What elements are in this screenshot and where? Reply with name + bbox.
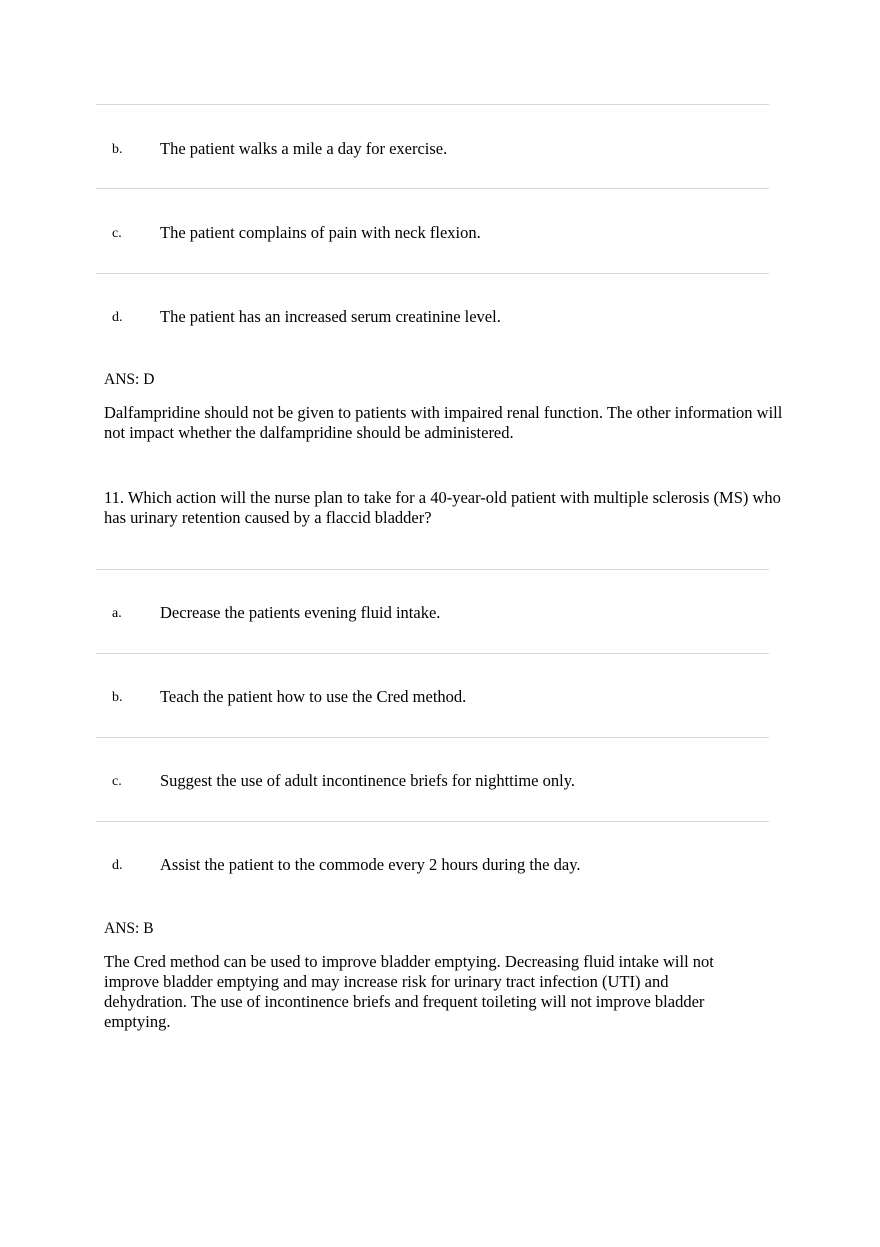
option-letter: c. xyxy=(112,774,122,789)
divider xyxy=(96,273,769,274)
option-letter: b. xyxy=(112,142,123,157)
option-text: The patient walks a mile a day for exercise. xyxy=(160,139,448,158)
divider xyxy=(96,188,769,189)
option-letter: d. xyxy=(112,310,123,325)
q11-answer: ANS: B xyxy=(104,920,154,937)
option-letter: c. xyxy=(112,226,122,241)
q10-answer: ANS: D xyxy=(104,371,155,388)
option-letter: d. xyxy=(112,858,123,873)
option-letter: b. xyxy=(112,690,123,705)
option-text: Teach the patient how to use the Cred method. xyxy=(160,687,467,706)
divider xyxy=(96,569,769,570)
divider xyxy=(96,737,769,738)
divider xyxy=(96,821,769,822)
option-letter: a. xyxy=(112,606,122,621)
option-text: Assist the patient to the commode every 2 hours during the day. xyxy=(160,855,581,874)
option-text: Suggest the use of adult incontinence briefs for nighttime only. xyxy=(160,771,576,790)
q11-rationale: The Cred method can be used to improve bladder emptying. Decreasing fluid intake will not improve bladder emptying and may increase risk for urinary tract infection (UTI) and dehydration. The use of incontinence briefs and frequent toileting will not improve bladder emptying. xyxy=(104,952,714,1031)
option-text: The patient complains of pain with neck flexion. xyxy=(160,223,481,242)
divider xyxy=(96,104,769,105)
option-text: Decrease the patients evening fluid intake. xyxy=(160,603,441,622)
q11-stem: 11. Which action will the nurse plan to take for a 40-year-old patient with multiple sclerosis (MS) who has urinary retention caused by a flaccid bladder? xyxy=(104,488,781,527)
divider xyxy=(96,653,769,654)
q10-rationale: Dalfampridine should not be given to patients with impaired renal function. The other information will not impact whether the dalfampridine should be administered. xyxy=(104,403,783,442)
option-text: The patient has an increased serum creatinine level. xyxy=(160,307,501,326)
